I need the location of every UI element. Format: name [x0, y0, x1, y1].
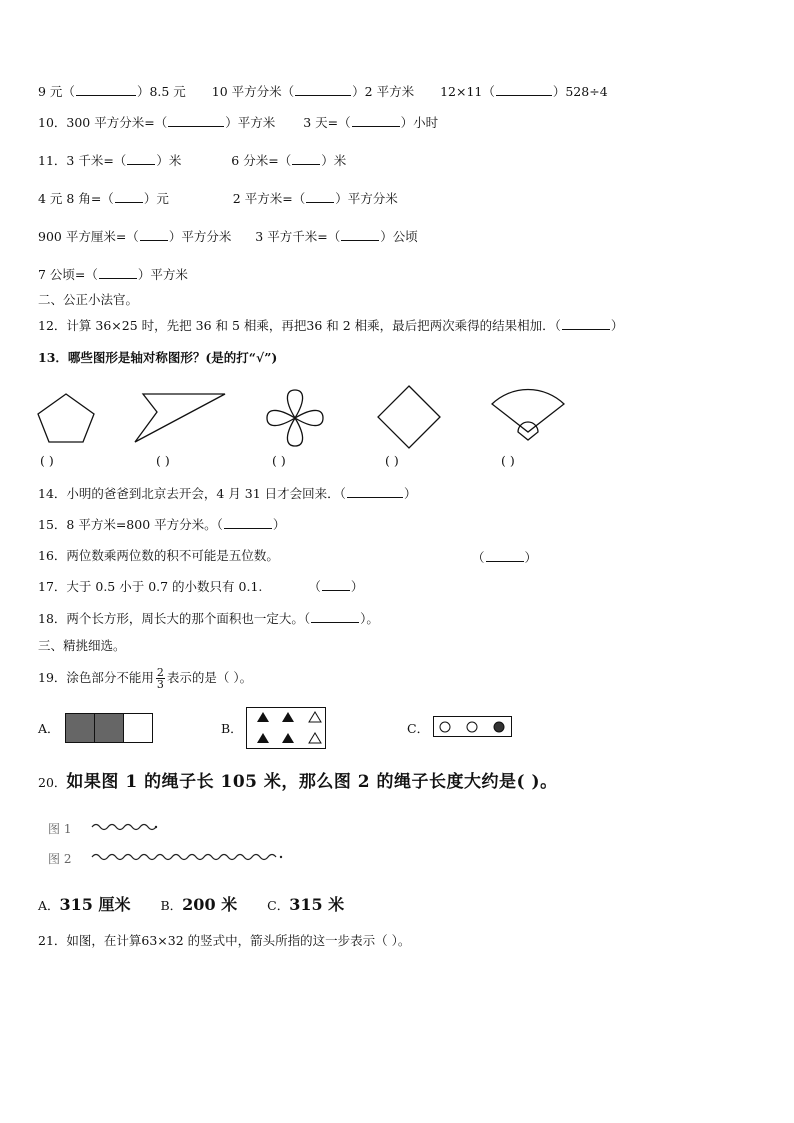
q10a-blank[interactable]	[168, 115, 224, 127]
q17-paren-left: （	[308, 579, 321, 594]
q18-blank[interactable]	[311, 611, 359, 623]
q18-end: ）。	[360, 611, 379, 626]
q9a-right: ）8.5 元	[136, 84, 186, 99]
q11b-left: 6 分米=（	[231, 153, 292, 168]
irregular-triangle-shape	[133, 392, 228, 444]
q19-option-a-label[interactable]: A．	[38, 721, 60, 736]
q9a-blank[interactable]	[76, 84, 136, 96]
q13-answer-4[interactable]: ( )	[385, 453, 399, 468]
q21-text: 21．如图，在计算63×32 的竖式中，箭头所指的这一步表示（ ）。	[38, 933, 411, 948]
q12-line	[38, 318, 623, 334]
rope-2-figure	[92, 851, 287, 863]
q14-text: 14．小明的爸爸到北京去开会，4 月 31 日才会回来．（	[38, 486, 346, 501]
q11-number: 11．	[38, 153, 67, 168]
fan-shape	[490, 386, 566, 444]
q20-option-c-label[interactable]: C．	[267, 898, 290, 913]
q9b-blank[interactable]	[295, 84, 351, 96]
q19-option-c-label[interactable]: C．	[407, 721, 430, 736]
pentagon-shape	[36, 392, 96, 446]
q12-text: 12．计算 36×25 时，先把 36 和 5 相乘，再把36 和 2 相乘，最后把两次乘得的结果相加．（	[38, 318, 561, 333]
q10a-right: ）平方米	[225, 115, 276, 130]
q13-answer-5[interactable]: ( )	[501, 453, 515, 468]
circles-figure	[433, 716, 513, 738]
q19-option-b-label[interactable]: B．	[221, 721, 243, 736]
rope-1-figure	[92, 821, 162, 833]
q17-line	[38, 579, 363, 595]
q11a-left: 3 千米=（	[66, 153, 127, 168]
q9-line	[38, 84, 608, 100]
q11b-blank[interactable]	[292, 153, 320, 165]
q15-text: 15．8 平方米=800 平方分米。（	[38, 517, 223, 532]
q10-line	[38, 115, 438, 131]
q11-area-line	[38, 229, 418, 245]
four-petal-flower-shape	[265, 388, 325, 448]
q20-option-a-label[interactable]: A．	[38, 898, 60, 913]
q13-answer-1[interactable]: ( )	[40, 453, 54, 468]
figure-2-label: 图 2	[48, 852, 72, 866]
q18-text: 18．两个长方形，周长大的那个面积也一定大。（	[38, 611, 311, 626]
q14-blank[interactable]	[347, 486, 403, 498]
q11e-left: 900 平方厘米=（	[38, 229, 139, 244]
q20-option-c-text: 315 米	[289, 895, 345, 914]
q11b-right: ）米	[321, 153, 347, 168]
q9b-right: ）2 平方米	[352, 84, 415, 99]
q11d-right: ）平方分米	[335, 191, 398, 206]
q9a-left: 9 元（	[38, 84, 75, 99]
q11a-blank[interactable]	[127, 153, 155, 165]
q13-text: 13．哪些图形是轴对称图形？(是的打“√”)	[38, 350, 278, 365]
triangles-figure	[246, 707, 326, 749]
q15-end: ）	[272, 517, 286, 532]
q11e-right: ）平方分米	[168, 229, 232, 244]
q11e-blank[interactable]	[140, 229, 168, 241]
q19-line	[38, 667, 252, 690]
q17-text: 17．大于 0.5 小于 0.7 的小数只有 0.1.	[38, 579, 263, 594]
q20-option-b-label[interactable]: B．	[160, 898, 183, 913]
q12-end: ）	[610, 318, 624, 333]
q11g-right: ）平方米	[137, 267, 188, 282]
q9b-left: 10 平方分米（	[211, 84, 295, 99]
q20-text: 如果图 1 的绳子长 105 米，那么图 2 的绳子长度大约是( )。	[66, 772, 558, 792]
q10b-right: ）小时	[400, 115, 439, 130]
shaded-rectangle-figure	[65, 713, 153, 743]
figure-1-label: 图 1	[48, 822, 72, 836]
q13-answer-2[interactable]: ( )	[156, 453, 170, 468]
q19-text-after: 表示的是（ ）。	[166, 670, 253, 685]
diamond-shape	[376, 384, 442, 450]
q10a-left: 300 平方分米=（	[66, 115, 168, 130]
q17-blank[interactable]	[322, 579, 350, 591]
q11f-blank[interactable]	[341, 229, 379, 241]
q19-text-before: 19．涂色部分不能用	[38, 670, 154, 685]
q20-option-a-text: 315 厘米	[59, 895, 131, 914]
q16-blank[interactable]	[486, 550, 524, 562]
section-3-heading: 三、精挑细选。	[38, 638, 126, 653]
q11f-left: 3 平方千米=（	[255, 229, 341, 244]
section-2-heading: 二、公正小法官。	[38, 292, 139, 307]
q16-line	[38, 548, 279, 564]
q11g-blank[interactable]	[99, 267, 137, 279]
q11g-left: 7 公顷=（	[38, 267, 98, 282]
q12-blank[interactable]	[562, 318, 610, 330]
q15-line	[38, 517, 285, 533]
q11c-right: ）元	[143, 191, 169, 206]
q16-text: 16．两位数乘两位数的积不可能是五位数。	[38, 548, 279, 563]
q18-line	[38, 611, 379, 627]
q11c-blank[interactable]	[115, 191, 143, 203]
q20-option-b-text: 200 米	[182, 895, 238, 914]
q11c-left: 4 元 8 角=（	[38, 191, 114, 206]
q9c-blank[interactable]	[496, 84, 552, 96]
q9c-right: ）528÷4	[552, 84, 608, 99]
q15-blank[interactable]	[224, 517, 272, 529]
q10b-blank[interactable]	[352, 115, 400, 127]
q14-line	[38, 486, 416, 502]
q11f-right: ）公顷	[380, 229, 418, 244]
q17-paren-right: ）	[350, 579, 364, 594]
fraction-denominator: 3	[156, 678, 164, 691]
q9c-left: 12×11（	[440, 84, 495, 99]
q11-line	[38, 153, 346, 169]
q11d-left: 2 平方米=（	[232, 191, 306, 206]
q20-line	[38, 771, 558, 794]
q16-paren-right: ）	[524, 550, 538, 565]
q14-end: ）	[403, 486, 417, 501]
q11a-right: ）米	[156, 153, 182, 168]
q20-number: 20．	[38, 775, 67, 790]
q10-number: 10．	[38, 115, 67, 130]
fraction-two-thirds	[156, 667, 165, 690]
q20-options	[38, 895, 344, 916]
q11d-blank[interactable]	[306, 191, 334, 203]
q11-hectare-line	[38, 267, 188, 283]
q11-money-line	[38, 191, 398, 207]
q10b-left: 3 天=（	[303, 115, 351, 130]
q16-paren-left: （	[472, 550, 485, 565]
q16-answer	[472, 548, 537, 566]
fraction-numerator: 2	[156, 666, 164, 679]
q13-answer-3[interactable]: ( )	[272, 453, 286, 468]
